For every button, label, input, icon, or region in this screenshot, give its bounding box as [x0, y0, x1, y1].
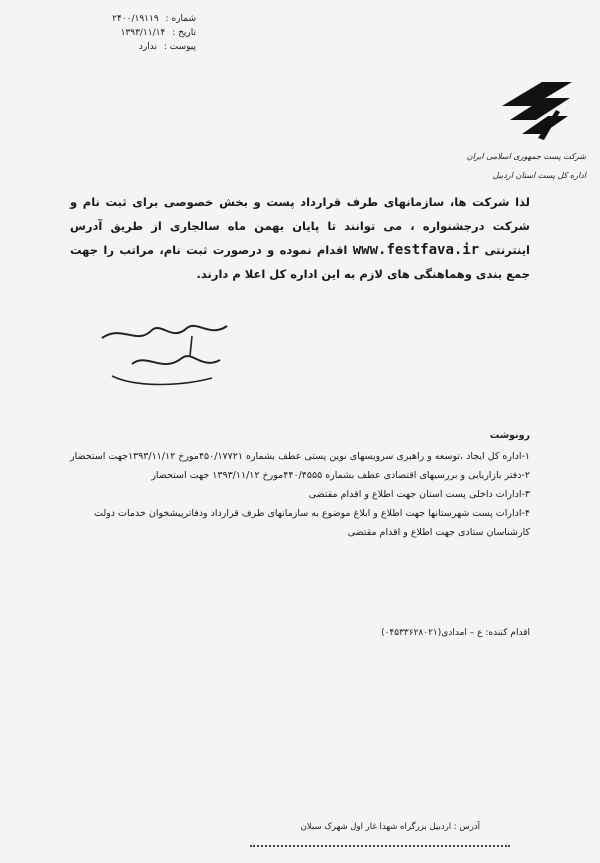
carbon-copy-section — [50, 426, 530, 542]
body-part-2: اقدام نموده و درصورت ثبت نام، مراتب را جهت جمع بندی وهماهنگی های لازم به این اداره کل اعلا م دارند. — [70, 243, 530, 281]
department-name: اداره کل پست استان اردبیل — [492, 171, 586, 180]
organization-block — [466, 150, 586, 182]
post-logo-icon — [498, 76, 578, 146]
cc-item: ۱-اداره کل ایجاد ،توسعه و راهبری سرویسهای نوین پستی عطف بشماره ۴۵۰/۱۷۷۲۱مورخ ۱۳۹۳/۱۱/۱۲جهت استحضار — [70, 451, 530, 462]
number-label: شماره : — [165, 14, 196, 24]
action-label: اقدام کننده: ع – امدادی( — [437, 628, 530, 638]
address-label: آدرس : — [453, 822, 480, 832]
footer-divider — [250, 845, 510, 847]
handwritten-signature — [92, 316, 242, 396]
cc-item: ۴-ادارات پست شهرستانها جهت اطلاع و ابلاغ موضوع به سازمانهای طرف قرارداد ودفاترپیشخوان خدمات دولت — [93, 508, 530, 519]
cc-item: ۲-دفتر بازاریابی و بررسیهای اقتصادی عطف بشماره ۴۴۰/۴۵۵۵مورخ ۱۳۹۳/۱۱/۱۲ جهت استحضار — [151, 470, 530, 481]
website-url: www.festfava.ir — [352, 242, 480, 258]
letter-body — [70, 190, 530, 286]
body-part-1: لذا شرکت ها، سازمانهای طرف قرارداد پست و بخش خصوصی برای ثبت نام و شرکت درجشنواره ، می توانند تا پایان بهمن ماه سالجاری از طریق آدرس اینترنتی — [70, 195, 530, 257]
organization-name: شرکت پست جمهوری اسلامی ایران — [466, 152, 586, 161]
number-value: ۲۴۰۰/۱۹۱۱۹ — [112, 14, 159, 24]
date-value: ۱۳۹۳/۱۱/۱۴ — [120, 28, 166, 38]
address-value: اردبیل بزرگراه شهدا غار اول شهرک سبلان — [300, 822, 452, 832]
number-row — [46, 12, 196, 26]
cc-title: رونوشت — [489, 430, 530, 441]
action-by — [230, 628, 530, 638]
action-phone: ۰۴۵۳۳۶۲۸۰۲۱ — [384, 628, 438, 638]
attachment-row — [46, 40, 196, 54]
attachment-label: پیوست : — [163, 42, 196, 52]
cc-item: کارشناسان ستادی جهت اطلاع و اقدام مقتضی — [347, 527, 530, 538]
attachment-value: ندارد — [138, 42, 157, 52]
date-label: تاریخ : — [172, 28, 196, 38]
footer-address — [280, 822, 480, 832]
date-row — [46, 26, 196, 40]
cc-item: ۳-ادارات داخلی پست استان جهت اطلاع و اقدام مقتضی — [308, 489, 530, 500]
letter-meta — [46, 12, 196, 54]
action-close: ) — [381, 628, 385, 638]
